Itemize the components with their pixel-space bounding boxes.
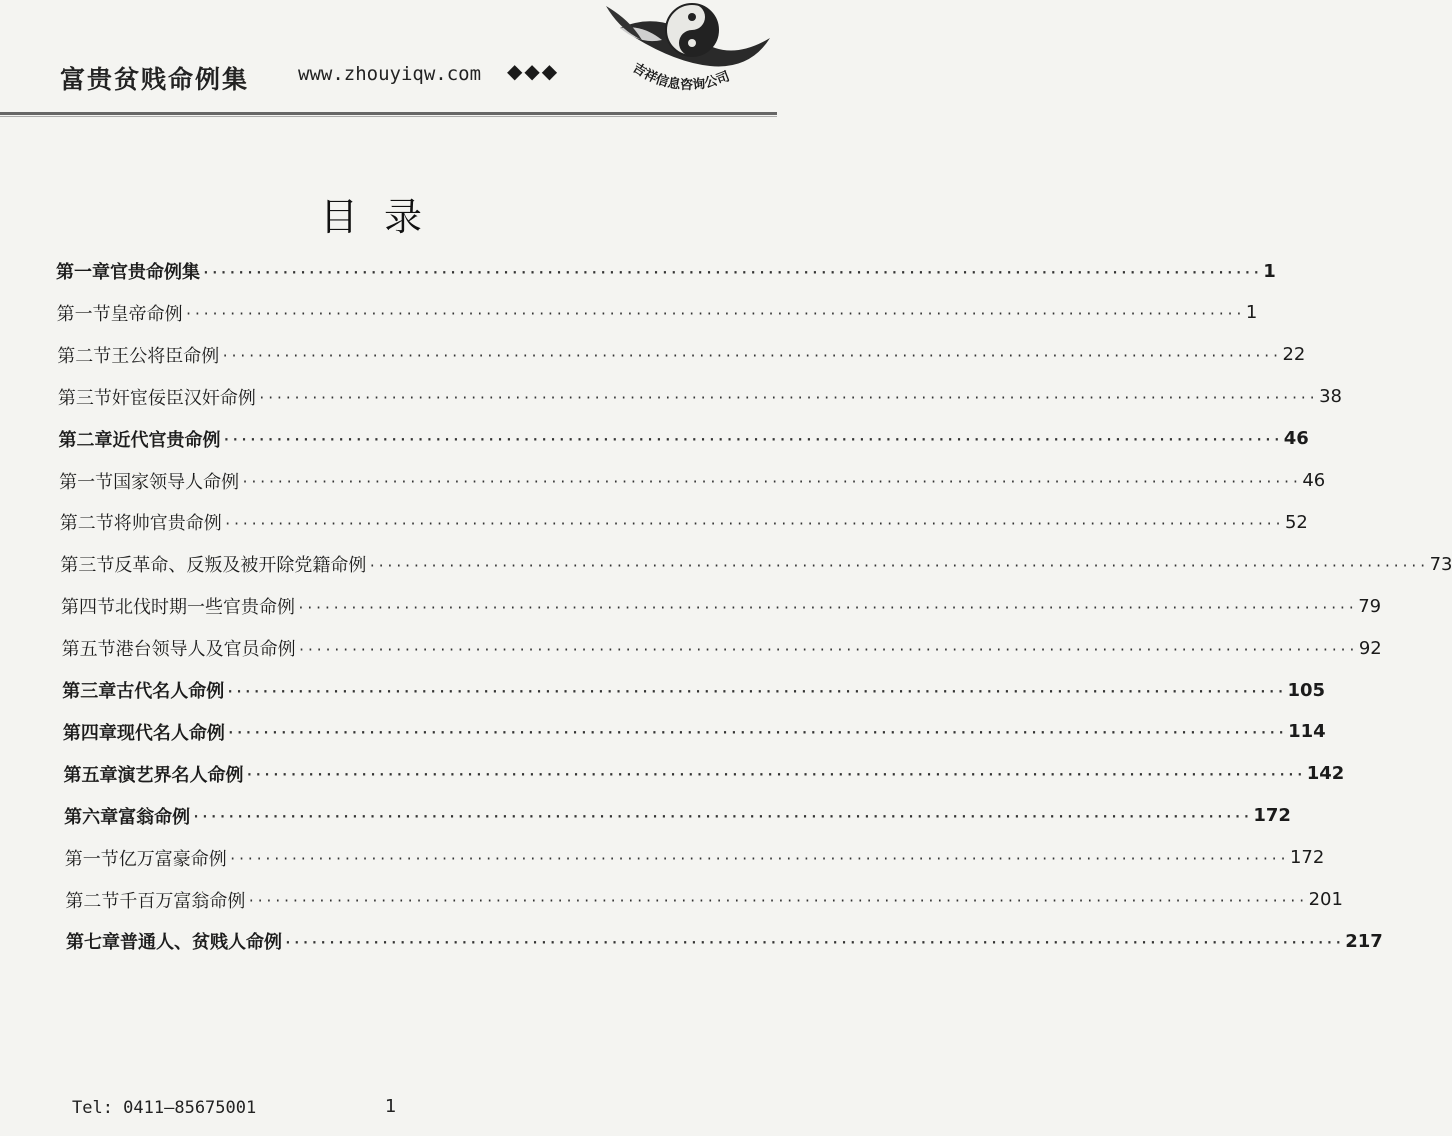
toc-dot-leader: ························································································································ bbox=[241, 475, 1301, 490]
toc-dot-leader: ························································································································ bbox=[226, 684, 1286, 700]
toc-entry-title: 现代名人命例 bbox=[116, 722, 225, 744]
toc-dot-leader: ························································································································ bbox=[257, 391, 1318, 407]
toc-dot-leader: ························································································································ bbox=[192, 810, 1252, 826]
toc-entry bbox=[63, 759, 1345, 789]
toc-dot-leader: ························································································································ bbox=[184, 307, 1244, 323]
book-title: 富贵贫贱命例集 bbox=[60, 65, 250, 94]
toc-entry bbox=[62, 675, 1326, 705]
toc-entry-number: 第二章 bbox=[58, 429, 113, 451]
toc-entry-number: 第二节 bbox=[65, 890, 120, 912]
toc-dot-leader: ························································································································ bbox=[368, 558, 1428, 574]
taiji-icon bbox=[600, 0, 777, 112]
toc-entry-title: 千百万富翁命例 bbox=[119, 890, 246, 912]
toc-entry-title: 普通人、贫贱人命例 bbox=[120, 932, 282, 954]
toc-entry-page: 22 bbox=[1282, 344, 1306, 366]
toc-entry-number: 第七章 bbox=[66, 932, 120, 954]
toc-entry-number: 第一节 bbox=[64, 848, 119, 870]
toc-entry-page: 92 bbox=[1358, 637, 1382, 659]
toc-dot-leader: ························································································································ bbox=[245, 768, 1305, 784]
page-header bbox=[0, 0, 777, 125]
toc-entry-title: 王公将臣命例 bbox=[111, 345, 220, 367]
toc-entry-page: 217 bbox=[1345, 930, 1383, 952]
toc-dot-leader: ························································································································ bbox=[223, 516, 1283, 532]
toc-entry-page: 38 bbox=[1319, 386, 1342, 408]
toc-dot-leader: ························································································································ bbox=[228, 852, 1288, 868]
toc-entry-title: 演艺界名人命例 bbox=[117, 764, 244, 786]
toc-entry bbox=[65, 885, 1343, 915]
toc-entry-number: 第五章 bbox=[63, 764, 118, 786]
toc-entry-page: 46 bbox=[1283, 428, 1309, 450]
toc-entry bbox=[57, 382, 1342, 412]
toc-entry-page: 73 bbox=[1429, 553, 1452, 575]
toc-entry bbox=[59, 466, 1326, 496]
toc-entry-title: 港台领导人及官员命例 bbox=[115, 639, 296, 661]
toc-entry bbox=[64, 843, 1325, 873]
toc-entry-number: 第一节 bbox=[56, 303, 111, 325]
toc-entry-title: 国家领导人命例 bbox=[113, 471, 240, 493]
toc-entry-page: 79 bbox=[1358, 595, 1382, 617]
toc-entry-page: 1 bbox=[1245, 302, 1258, 324]
toc-entry-number: 第三节 bbox=[57, 387, 112, 409]
toc-entry-title: 官贵命例集 bbox=[110, 262, 200, 283]
toc-entry-title: 富翁命例 bbox=[118, 806, 191, 828]
toc-entry-title: 奸宦佞臣汉奸命例 bbox=[111, 387, 256, 409]
toc-entry-title: 近代官贵命例 bbox=[112, 429, 221, 451]
toc-dot-leader: ························································································································ bbox=[284, 935, 1344, 951]
toc-entry-title: 反革命、反叛及被开除党籍命例 bbox=[114, 555, 367, 577]
toc-entry-page: 52 bbox=[1284, 511, 1308, 533]
toc-entry-page: 172 bbox=[1289, 847, 1325, 869]
toc-entry bbox=[62, 717, 1326, 747]
toc-entry bbox=[56, 298, 1258, 328]
toc-entry-number: 第五节 bbox=[61, 639, 116, 661]
toc-dot-leader: ························································································································ bbox=[221, 349, 1281, 365]
toc-entry-number: 第四节 bbox=[61, 597, 115, 619]
toc-dot-leader: ························································································································ bbox=[297, 642, 1357, 658]
toc-entry-number: 第四章 bbox=[62, 722, 117, 744]
toc-dot-leader: ························································································································ bbox=[226, 726, 1287, 742]
toc-entry-number: 第三节 bbox=[60, 555, 115, 577]
toc-entry-number: 第二节 bbox=[57, 345, 112, 367]
toc-entry-title: 北伐时期一些官贵命例 bbox=[115, 597, 295, 619]
toc-entry-page: 1 bbox=[1263, 260, 1276, 282]
toc-entry bbox=[64, 801, 1291, 831]
toc-entry-number: 第三章 bbox=[62, 681, 117, 702]
toc-entry-number: 第六章 bbox=[64, 806, 119, 828]
toc-entry-number: 第一章 bbox=[56, 262, 110, 283]
toc-entry-page: 105 bbox=[1287, 679, 1326, 701]
header-rule bbox=[0, 112, 777, 115]
toc-entry bbox=[61, 591, 1382, 621]
toc-entry bbox=[58, 424, 1309, 454]
footer-page-number: 1 bbox=[385, 1096, 397, 1117]
header-rule-thin bbox=[0, 116, 777, 117]
toc-entry-page: 114 bbox=[1288, 721, 1326, 743]
toc-entry-page: 142 bbox=[1306, 763, 1345, 785]
toc-entry-page: 46 bbox=[1302, 470, 1326, 491]
toc-entry-title: 亿万富豪命例 bbox=[118, 848, 227, 870]
site-url: www.zhouyiqw.com bbox=[298, 63, 482, 85]
toc-entry bbox=[59, 507, 1308, 537]
toc-dot-leader: ························································································································ bbox=[222, 433, 1282, 449]
toc-entry-page: 201 bbox=[1308, 889, 1343, 910]
toc-entry bbox=[60, 549, 1452, 579]
toc-entry-title: 古代名人命例 bbox=[116, 681, 225, 702]
toc-entry-number: 第一节 bbox=[59, 471, 114, 493]
footer-tel: Tel: 0411—85675001 bbox=[72, 1098, 257, 1118]
toc-entry bbox=[66, 926, 1383, 956]
toc-dot-leader: ························································································································ bbox=[202, 265, 1262, 281]
toc-title: 目录 bbox=[320, 195, 449, 239]
toc-dot-leader: ························································································································ bbox=[247, 894, 1307, 909]
toc-dot-leader: ························································································································ bbox=[297, 600, 1357, 616]
logo-text: 吉祥信息咨询公司 bbox=[629, 60, 732, 94]
toc-entry-title: 皇帝命例 bbox=[110, 303, 183, 325]
diamond-ornament: ◆◆◆ bbox=[507, 59, 560, 83]
toc-entry bbox=[61, 633, 1382, 663]
toc-entry bbox=[56, 256, 1276, 286]
toc-entry-page: 172 bbox=[1253, 805, 1291, 827]
toc-entry-number: 第二节 bbox=[59, 513, 114, 535]
toc-entry-title: 将帅官贵命例 bbox=[113, 513, 222, 535]
toc-entry bbox=[57, 340, 1306, 370]
